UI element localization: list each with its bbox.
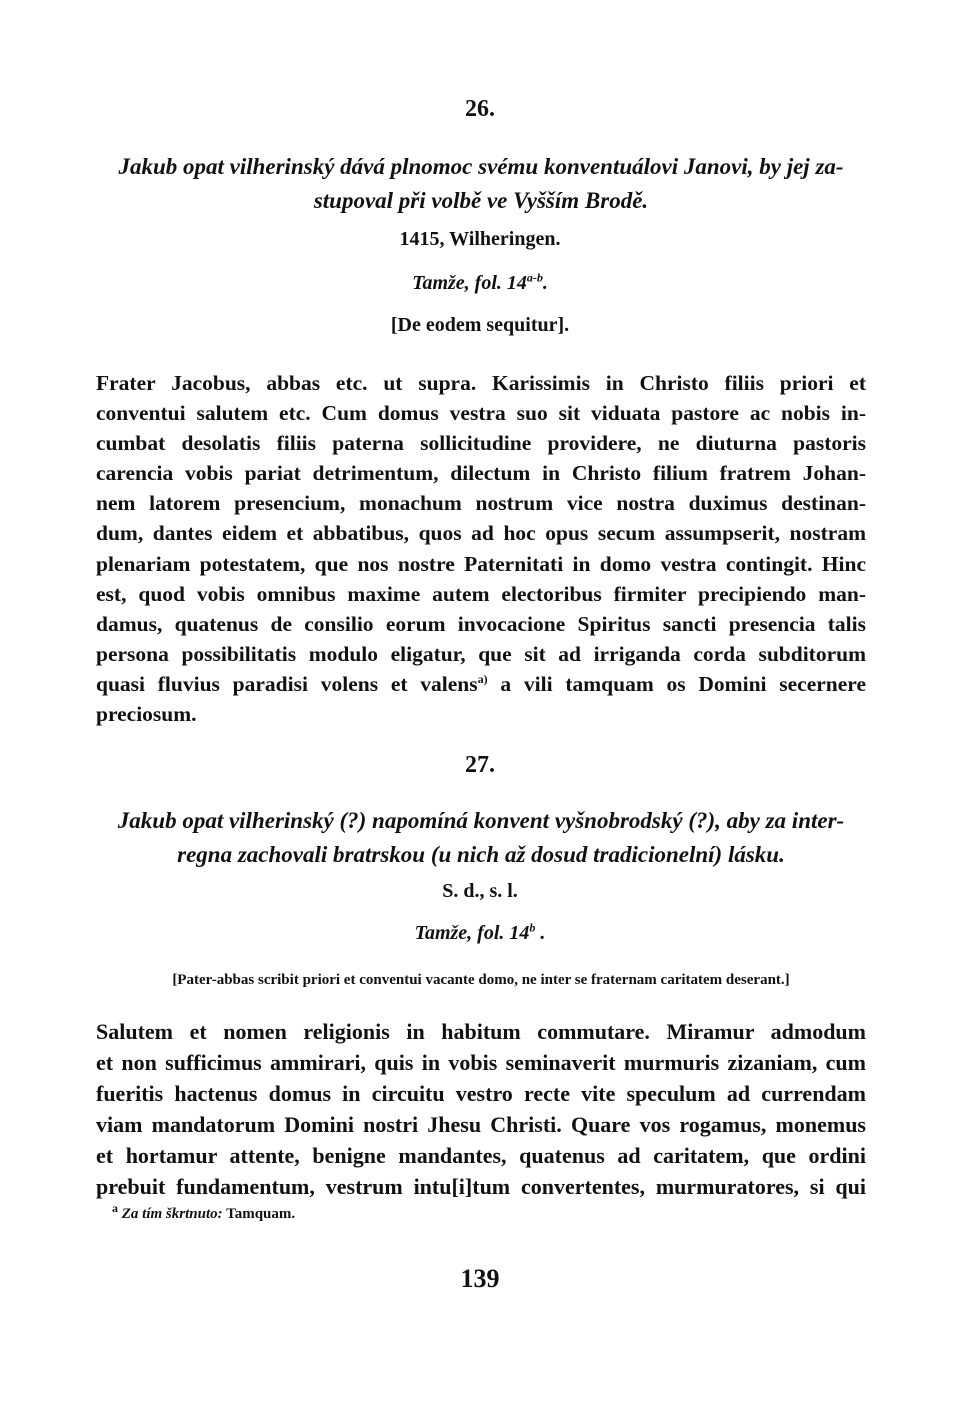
document-number-27: 27.: [465, 752, 495, 778]
summary: [Pater-abbas scribit priori et conventui vacante domo, ne inter se fraternam caritatem deserant.]: [172, 972, 790, 988]
document-number-26: 26.: [465, 96, 495, 122]
title-line: Jakub opat vilherinský dává plnomoc svému konventuálovi Janovi, by jej za-: [118, 154, 844, 179]
text-line: Frater Jacobus, abbas etc. ut supra. Karissimis in Christo filiis priori et: [96, 371, 866, 395]
text-line: Salutem et nomen religionis in habitum commutare. Miramur admodum: [96, 1019, 866, 1044]
text-line: prebuit fundamentum, vestrum intu[i]tum convertentes, murmuratores, si qui: [96, 1174, 866, 1199]
text-line: cumbat desolatis filiis paterna sollicitudine providere, ne diuturna pastoris: [96, 431, 866, 456]
footnote-label: Za tím škrtnuto:: [121, 1206, 223, 1222]
title-line: regna zachovali bratrskou (u nich až dosud tradicionelní) lásku.: [177, 842, 785, 867]
text-line: est, quod vobis omnibus maxime autem electoribus firmiter precipiendo man-: [96, 581, 866, 606]
text-line: nem latorem presencium, monachum nostrum vice nostra duximus destinan-: [96, 491, 866, 516]
text-line: carencia vobis pariat detrimentum, dilectum in Christo filium fratrem Johan-: [96, 461, 866, 486]
source-text: Tamže, fol. 14: [412, 272, 527, 294]
footnote: [112, 1201, 296, 1223]
source-reference: [0, 922, 960, 945]
source-text: Tamže, fol. 14: [414, 922, 530, 944]
text-line: et hortamur attente, benigne mandantes, quatenus ad caritatem, que ordini: [96, 1143, 866, 1168]
title-line: Jakub opat vilherinský (?) napomíná konvent vyšnobrodský (?), aby za inter-: [117, 808, 845, 833]
document-26-title: [96, 150, 866, 218]
text-segment: a vili tamquam os Domini secernere: [487, 671, 866, 696]
source-end: .: [542, 272, 548, 294]
document-27-text: [96, 1016, 866, 1202]
text-line: preciosum.: [96, 702, 197, 727]
footnote-marker: a): [477, 671, 488, 686]
date-place: 1415, Wilheringen.: [399, 228, 561, 250]
date-place: S. d., s. l.: [442, 880, 518, 902]
title-line: stupoval při volbě ve Vyšším Brodě.: [313, 188, 649, 213]
source-end: .: [535, 922, 546, 944]
footnote-text: Tamquam.: [222, 1206, 296, 1222]
text-line: persona possibilitatis modulo eligatur, que sit ad irriganda corda subditorum: [96, 641, 866, 666]
text-line: [96, 669, 866, 699]
summary: [De eodem sequitur].: [390, 314, 570, 336]
text-line: plenariam potestatem, que nos nostre Paternitati in domo vestra contingit. Hinc: [96, 551, 866, 576]
text-line: viam mandatorum Domini nostri Jhesu Christi. Quare vos rogamus, monemus: [96, 1112, 866, 1137]
document-26-text: [96, 368, 866, 729]
text-line: fueritis hactenus domus in circuitu vestro recte vite speculum ad currendam: [96, 1081, 866, 1106]
source-reference: [0, 272, 960, 295]
text-line: et non sufficimus ammirari, quis in vobis seminaverit murmuris zizaniam, cum: [96, 1050, 866, 1075]
source-sup: b: [529, 920, 536, 935]
text-line: conventui salutem etc. Cum domus vestra suo sit viduata pastore ac nobis in-: [96, 401, 866, 426]
document-27-title: [96, 804, 866, 872]
text-line: dum, dantes eidem et abbatibus, quos ad hoc opus secum assumpserit, nostram: [96, 521, 866, 546]
source-sup: a-b: [526, 270, 543, 285]
footnote-mark: a: [112, 1201, 118, 1215]
page-number: 139: [460, 1264, 500, 1293]
text-segment: quasi fluvius paradisi volens et valens: [96, 671, 478, 696]
text-line: damus, quatenus de consilio eorum invocacione Spiritus sancti presencia talis: [96, 611, 866, 636]
